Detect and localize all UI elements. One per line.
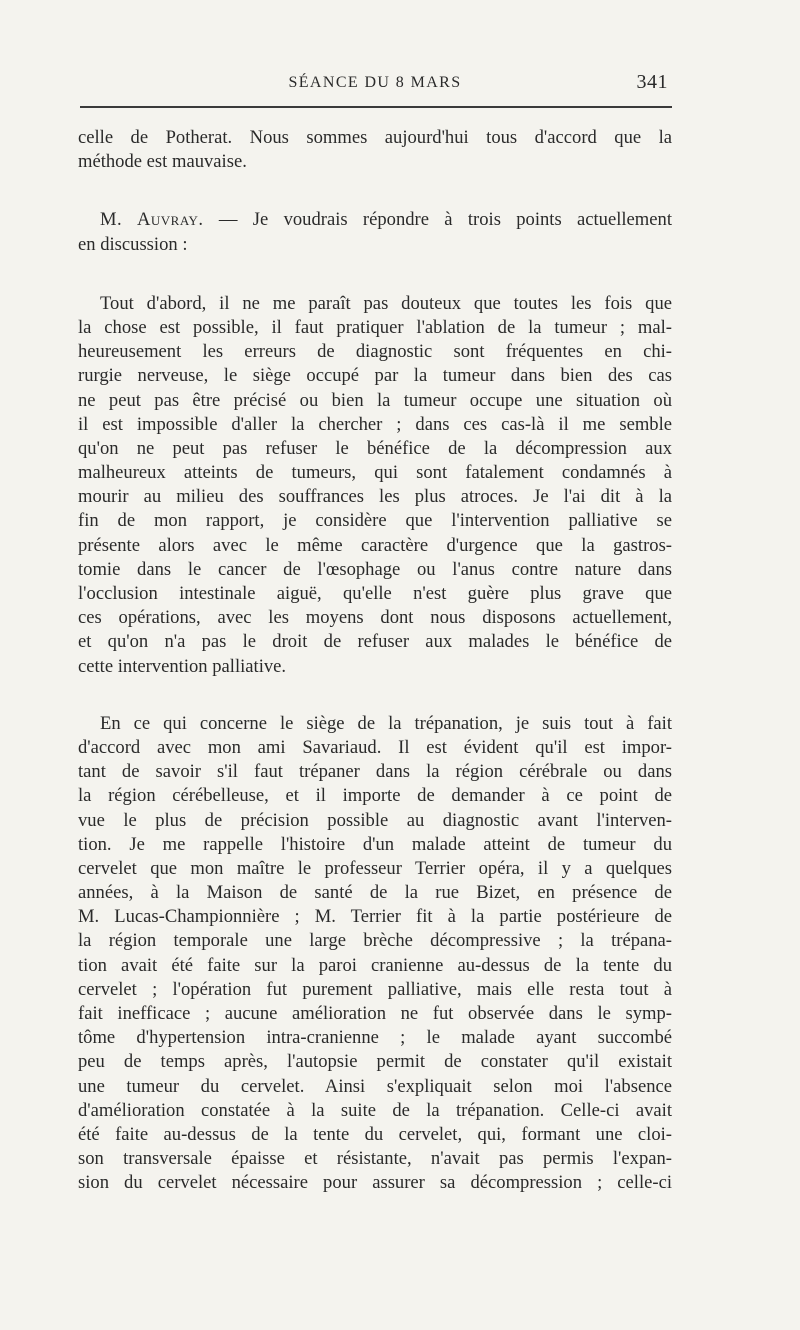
text-line: d'amélioration constatée à la suite de la trépanation. Celle-ci avait (78, 1099, 672, 1121)
speaker-text: — Je voudrais répondre à trois points actuellement (203, 209, 672, 231)
paragraph-decompression (78, 292, 672, 679)
text-line: sion du cervelet nécessaire pour assurer sa décompression ; celle-ci (78, 1172, 672, 1194)
text-line: été faite au-dessus de la tente du cervelet, qui, formant une cloi- (78, 1123, 672, 1145)
text-line: heureusement les erreurs de diagnostic sont fréquentes en chi- (78, 341, 672, 363)
text-line: malheureux atteints de tumeurs, qui sont fatalement condamnés à (78, 462, 672, 484)
text-line: tant de savoir s'il faut trépaner dans la région cérébrale ou dans (78, 761, 672, 783)
running-head (78, 70, 672, 100)
text-line: fin de mon rapport, je considère que l'intervention palliative se (78, 510, 672, 532)
text-line: présente alors avec le même caractère d'urgence que la gastros- (78, 534, 672, 556)
text-line: rurgie nerveuse, le siège occupé par la tumeur dans bien des cas (78, 365, 672, 387)
text-line: la région temporale une large brèche décompressive ; la trépana- (78, 930, 672, 952)
paragraph-speaker-auvray (78, 208, 672, 256)
text-line: ces opérations, avec les moyens dont nous disposons actuellement, (78, 607, 672, 629)
running-title: SÉANCE DU 8 MARS (288, 74, 462, 91)
text-line: méthode est mauvaise. (78, 151, 247, 173)
text-line: tôme d'hypertension intra-cranienne ; le malade ayant succombé (78, 1027, 672, 1049)
text-line: M. Lucas-Championnière ; M. Terrier fit à la partie postérieure de (78, 906, 672, 928)
paragraph-trepanation (78, 712, 672, 1196)
text-line: la chose est possible, il faut pratiquer l'ablation de la tumeur ; mal- (78, 316, 672, 338)
text-line (78, 292, 672, 316)
text-line-content: En ce qui concerne le siège de la trépanation, je suis tout à fait (100, 712, 672, 734)
text-line: son transversale épaisse et résistante, n'avait pas permis l'expan- (78, 1148, 672, 1170)
text-line: et qu'on n'a pas le droit de refuser aux malades le bénéfice de (78, 631, 672, 653)
text-line: années, à la Maison de santé de la rue Bizet, en présence de (78, 882, 672, 904)
speaker-name: M. Auvray. (100, 209, 204, 231)
text-line: fait inefficace ; aucune amélioration ne fut observée dans le symp- (78, 1003, 672, 1024)
header-rule (80, 106, 672, 108)
text-line: qu'on ne peut pas refuser le bénéfice de la décompression aux (78, 437, 672, 459)
text-line: celle de Potherat. Nous sommes aujourd'hui tous d'accord que la (78, 127, 672, 148)
text-line: vue le plus de précision possible au diagnostic avant l'interven- (78, 809, 672, 831)
text-line: tion. Je me rappelle l'histoire d'un malade atteint de tumeur du (78, 833, 672, 855)
text-line: mourir au milieu des souffrances les plus atroces. Je l'ai dit à la (78, 486, 672, 508)
text-line: une tumeur du cervelet. Ainsi s'expliquait selon moi l'absence (78, 1075, 672, 1097)
text-line: la région cérébelleuse, et il importe de demander à ce point de (78, 785, 672, 807)
text-line: il est impossible d'aller la chercher ; dans ces cas-là il me semble (78, 413, 672, 435)
text-line (78, 712, 672, 736)
page-number: 341 (636, 71, 668, 93)
text-line: cervelet que mon maître le professeur Terrier opéra, il y a quelques (78, 857, 672, 879)
text-line: cette intervention palliative. (78, 655, 287, 677)
text-line: cervelet ; l'opération fut purement palliative, mais elle resta tout à (78, 978, 672, 1000)
text-line: d'accord avec mon ami Savariaud. Il est évident qu'il est impor- (78, 736, 672, 758)
text-line: tion avait été faite sur la paroi cranienne au-dessus de la tente du (78, 954, 672, 976)
body-text (78, 126, 672, 1196)
text-line: tomie dans le cancer de l'œsophage ou l'anus contre nature dans (78, 558, 672, 580)
paragraph-continuation (78, 126, 672, 174)
text-line: ne peut pas être précisé ou bien la tumeur occupe une situation où (78, 389, 672, 411)
text-line: peu de temps après, l'autopsie permit de constater qu'il existait (78, 1051, 672, 1073)
text-line (78, 208, 672, 232)
text-line-content: Tout d'abord, il ne me paraît pas douteux que toutes les fois que (100, 292, 672, 314)
text-line: en discussion : (78, 233, 188, 255)
text-line: l'occlusion intestinale aiguë, qu'elle n'est guère plus grave que (78, 583, 672, 604)
